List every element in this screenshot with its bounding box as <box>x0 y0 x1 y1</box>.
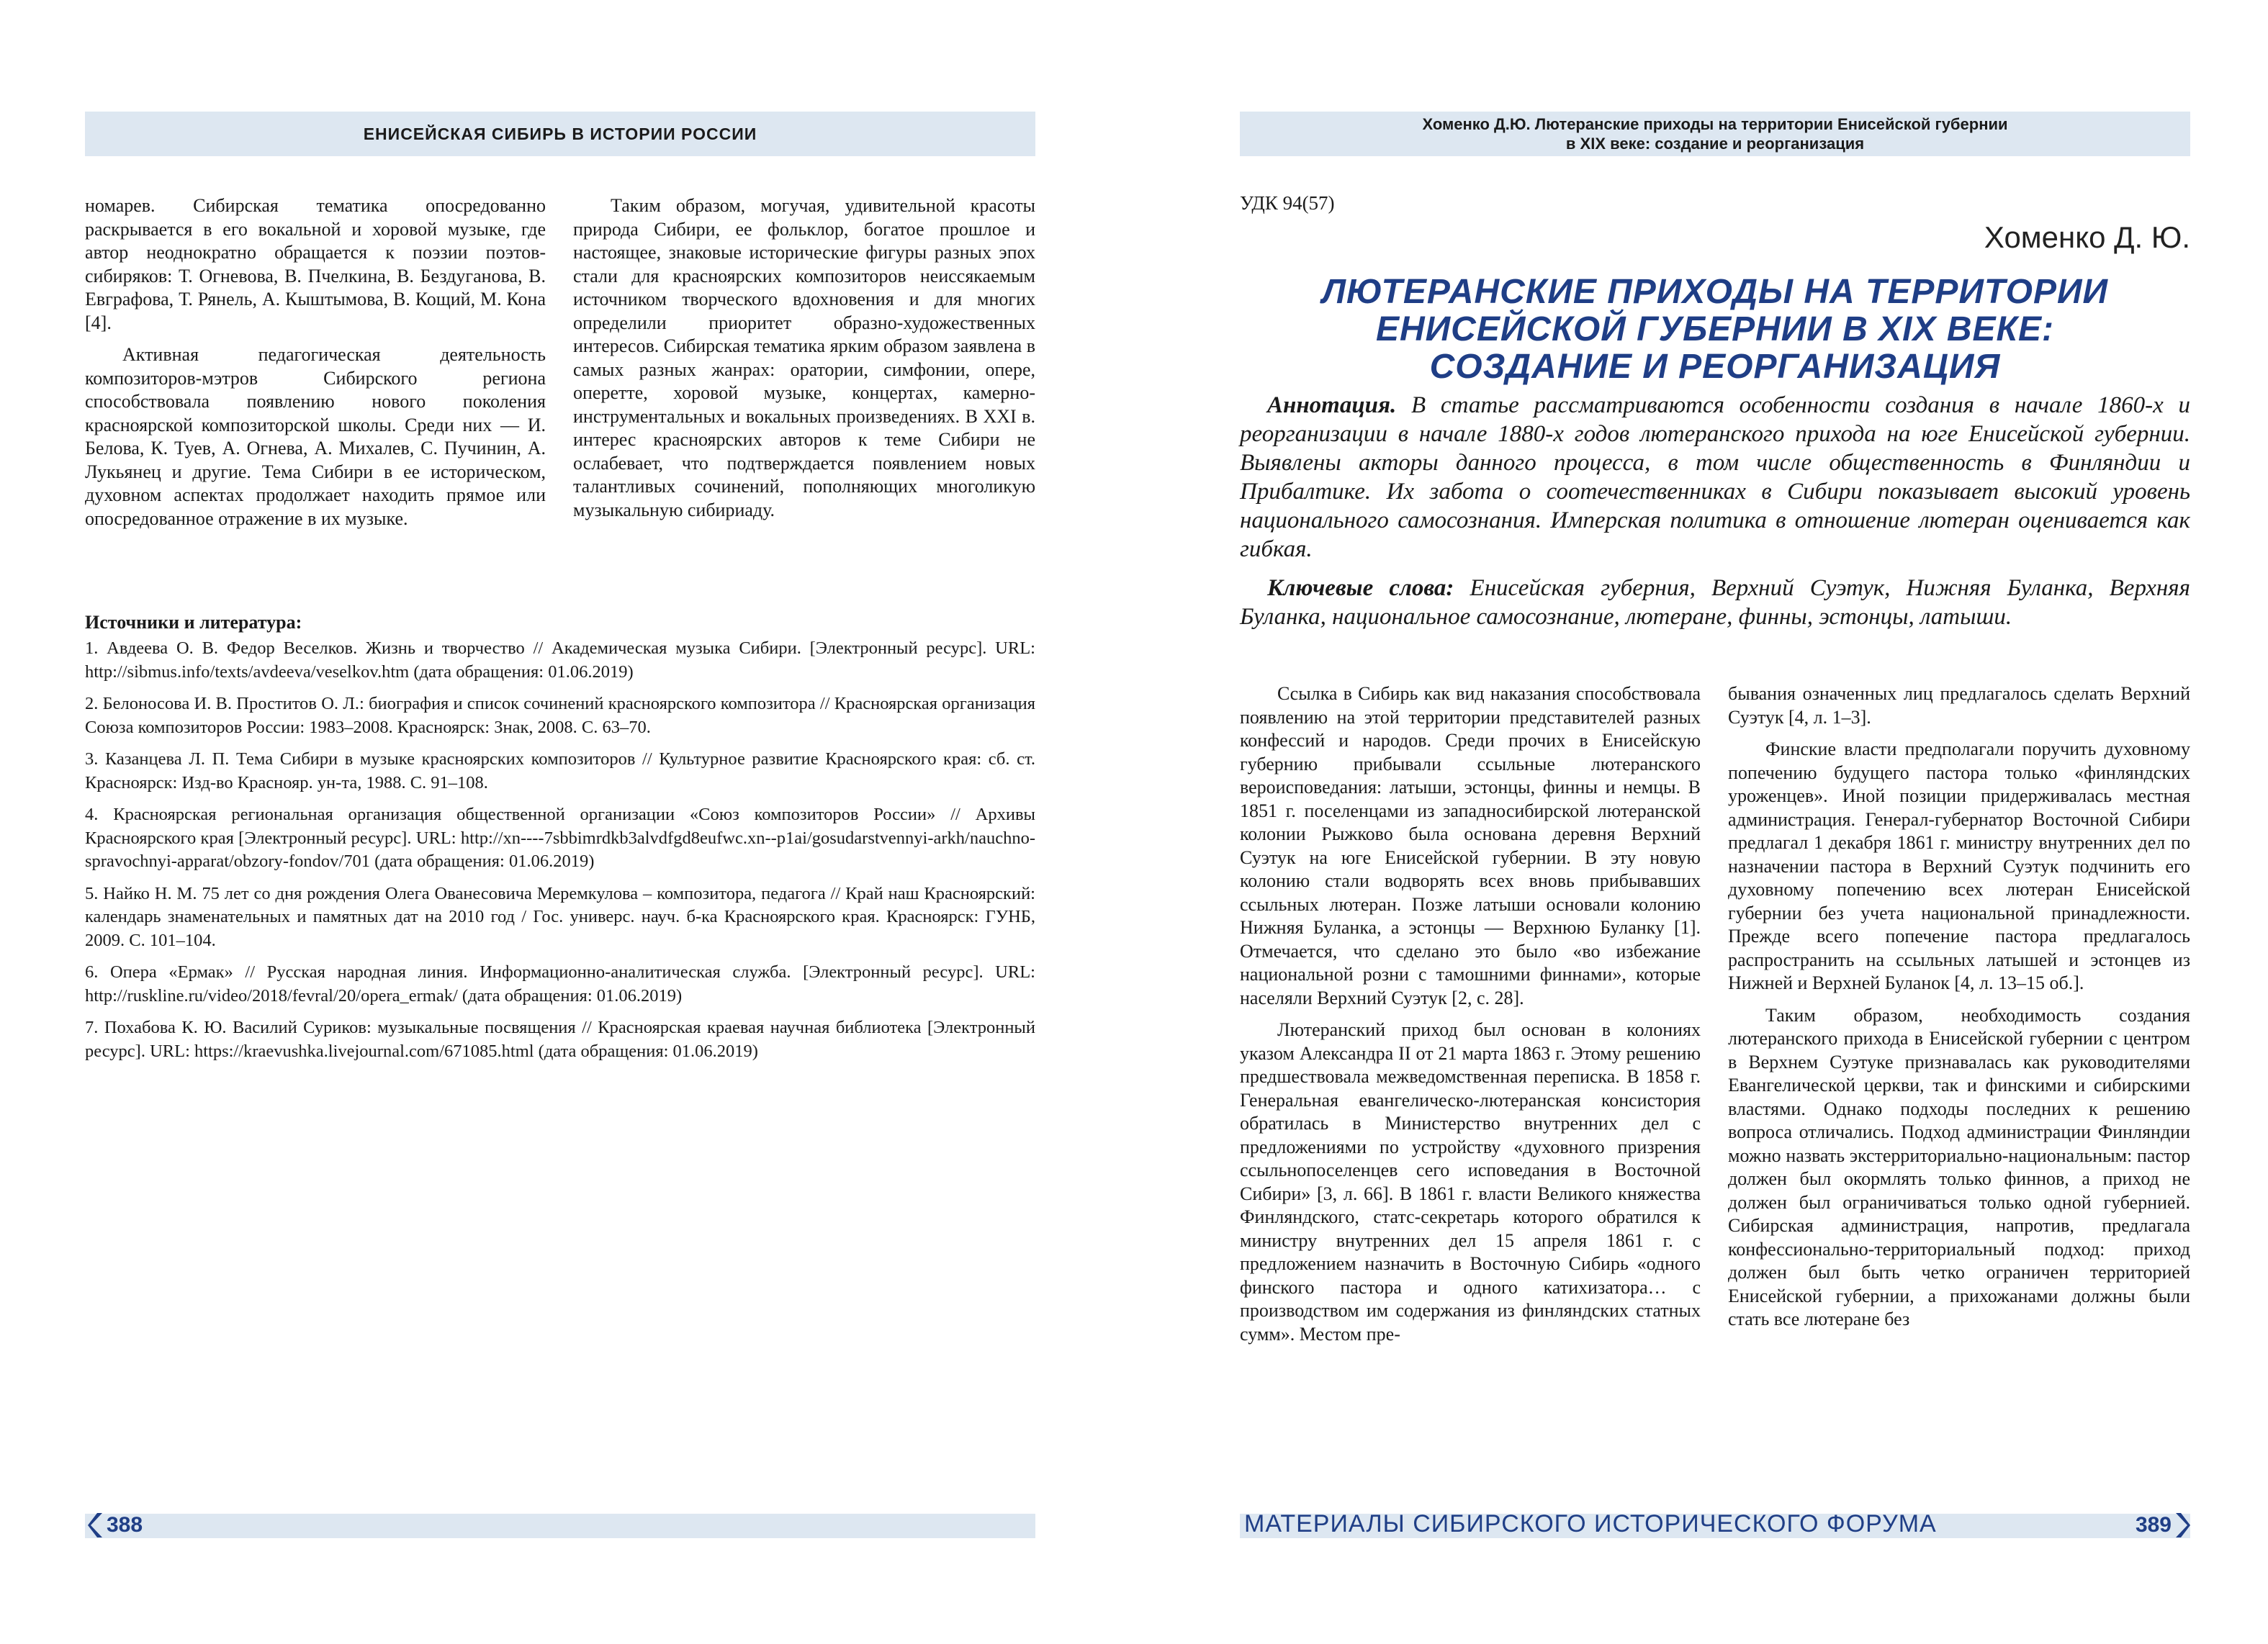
paragraph: номарев. Сибирская тематика опосредованно раскрывается в его вокальной и хоровой музыке, где автор неоднократно обращается к поэзии поэтов-сибиряков: Т. Огневова, В. Пчелкина, В. Бездуганова, В. Евграфова, Т. Рянель, А. Кыштымова, В. Кощий, М. Кона [4]. <box>85 195 546 333</box>
running-header-right-line1: Хоменко Д.Ю. Лютеранские приходы на территории Енисейской губернии <box>1422 115 2008 133</box>
abstract-label: Аннотация. <box>1267 392 1397 418</box>
paragraph: Финские власти предполагали поручить духовному попечению будущего пастора только «финляндских уроженцев». Иной позиции придерживалась местная администрация. Генерал-губернатор Восточной Сибири предлагал 1 декабря 1861 г. министру внутренних дел по назначении пастора в Верхний Суэтук подчинить его духовному попечению всех лютеран Енисейской губернии без учета национальной принадлежности. Прежде всего попечение пастора предлагалось распространить на ссыльных латышей и эстонцев из Нижней и Верхней Буланок [4, л. 13–15 об.]. <box>1728 739 2190 993</box>
references-list <box>85 637 1035 1072</box>
page-number-right-text: 389 <box>2135 1513 2172 1537</box>
udk-code: УДК 94(57) <box>1240 192 1335 214</box>
reference-item: 4. Красноярская региональная организация общественной организации «Союз композиторов России» // Архивы Красноярского края [Электронный ресурс]. URL: http://xn----7sbbimrdkb3alvdfgd8eufwc.xn--p1ai/gosudarstvennyi-arkh/nauchno-spravochnyi-apparat/obzory-fondov/701 (дата обращения: 01.06.2019) <box>85 805 1035 871</box>
abstract-text: В статье рассматриваются особенности создания в начале 1860-х и реорганизации в начале 1880-х годов лютеранского прихода на юге Енисейской губернии. Выявлены акторы данного процесса, в том числе общественность в Финляндии и Прибалтике. Их забота о соотечественниках в Сибири показывает высокий уровень национального самосознания. Имперская политика в отношение лютеран оценивается как гибкая. <box>1240 392 2190 562</box>
right-column-2 <box>1728 682 2190 1332</box>
abstract-block <box>1240 391 2190 631</box>
paragraph: бывания означенных лиц предлагалось сделать Верхний Суэтук [4, л. 1–3]. <box>1728 683 2190 728</box>
reference-item: 1. Авдеева О. В. Федор Веселков. Жизнь и творчество // Академическая музыка Сибири. [Электронный ресурс]. URL: http://sibmus.info/texts/avdeeva/veselkov.htm (дата обращения: 01.06.2019) <box>85 638 1035 682</box>
paragraph: Ссылка в Сибирь как вид наказания способствовала появлению на этой территории представителей разных конфессий и народов. Среди прочих в Енисейскую губернию прибывали ссыльные лютеранского вероисповедания: латыши, эстонцы, финны и немцы. В 1851 г. поселенцами из западносибирской лютеранской колонии Рыжково была основана деревня Верхний Суэтук на юге Енисейской губернии. В эту новую колонию стали водворять всех вновь прибывавших ссыльных лютеран. Позже латыши основали колонию Нижняя Буланка, а эстонцы — Верхнюю Буланку [1]. Отмечается, что сделано это было «во избежание национальной розни с тамошними финнами», которые населяли Верхний Суэтук [2, с. 28]. <box>1240 683 1701 1008</box>
paragraph: Лютеранский приход был основан в колониях указом Александра II от 21 марта 1863 г. Этому решению предшествовала межведомственная переписка. В 1858 г. Генеральная евангелическо-лютеранская консистория обратилась в Министерство внутренних дел с предложениями по устройству «духовного призрения ссыльнопоселенцев сего исповедания в Восточной Сибири» [3, л. 66]. В 1861 г. власти Великого княжества Финляндского, статс-секретарь которого обратился к министру внутренних дел 15 апреля 1861 г. с предложением назначить в Восточную Сибирь «одного финского пастора и одного катихизатора… с производством им содержания из финляндских статных сумм». Местом пре- <box>1240 1019 1701 1345</box>
running-header-right-line2: в XIX веке: создание и реорганизация <box>1565 135 1865 153</box>
article-title-line: ЕНИСЕЙСКОЙ ГУБЕРНИИ В XIX ВЕКЕ: <box>1375 310 2055 348</box>
reference-item: 6. Опера «Ермак» // Русская народная линия. Информационно-аналитическая служба. [Электронный ресурс]. URL: http://ruskline.ru/video/2018/fevral/20/opera_ermak/ (дата обращения: 01.06.2019) <box>85 962 1035 1006</box>
page-number-left-text: 388 <box>107 1513 143 1537</box>
left-column-2 <box>573 194 1035 522</box>
running-header-right <box>1240 112 2190 156</box>
paragraph: Активная педагогическая деятельность композиторов-мэтров Сибирского региона способствовала появлению нового поколения красноярской композиторской школы. Среди них — И. Белова, К. Туев, А. Огнева, А. Михалев, С. Пучинин, А. Лукьянец и другие. Тема Сибири в ее историческом, духовном аспектах продолжает находить прямое или опосредованное отражение в их музыке. <box>85 344 546 529</box>
journal-title: МАТЕРИАЛЫ СИБИРСКОГО ИСТОРИЧЕСКОГО ФОРУМА <box>1244 1510 1937 1537</box>
abstract <box>1240 391 2190 564</box>
reference-item: 7. Похабова К. Ю. Василий Суриков: музыкальные посвящения // Красноярская краевая научная библиотека [Электронный ресурс]. URL: https://kraevushka.livejournal.com/671085.html (дата обращения: 01.06.2019) <box>85 1018 1035 1061</box>
paragraph: Таким образом, могучая, удивительной красоты природа Сибири, ее фольклор, богатое прошлое и настоящее, знаковые исторические фигуры разных эпох стали для красноярских композиторов неиссякаемым источником творческого вдохновения и для многих определили приоритет образно-художественных интересов. Сибирская тематика ярким образом заявлена в самых разных жанрах: оратории, симфонии, опере, оперетте, хоровой музыке, концертах, камерно-инструментальных и вокальных произведениях. В XXI в. интерес красноярских авторов к теме Сибири не ослабевает, что подтверждается появлением новых талантливых сочинений, пополняющих многоликую музыкальную сибириаду. <box>573 195 1035 520</box>
chevron-right-icon <box>2174 1512 2190 1539</box>
page-number-left <box>88 1512 143 1539</box>
article-title <box>1240 274 2190 386</box>
article-title-line: СОЗДАНИЕ И РЕОРГАНИЗАЦИЯ <box>1429 348 2001 386</box>
article-title-line: ЛЮТЕРАНСКИЕ ПРИХОДЫ НА ТЕРРИТОРИИ <box>1321 273 2109 311</box>
keywords <box>1240 574 2190 631</box>
article-author: Хоменко Д. Ю. <box>1984 220 2190 254</box>
left-column-1 <box>85 194 546 530</box>
running-header-left <box>85 112 1035 156</box>
reference-item: 2. Белоносова И. В. Проститов О. Л.: биография и список сочинений красноярского композитора // Красноярская организация Союза композиторов России: 1983–2008. Красноярск: Знак, 2008. С. 63–70. <box>85 694 1035 737</box>
chevron-left-icon <box>88 1512 104 1539</box>
keywords-label: Ключевые слова: <box>1267 575 1454 601</box>
page-number-right <box>2136 1512 2190 1539</box>
reference-item: 5. Найко Н. М. 75 лет со дня рождения Олега Ованесовича Меремкулова – композитора, педагога // Край наш Красноярский: календарь знаменательных и памятных дат на 2010 год / Гос. универс. науч. б-ка Красноярского края. Красноярск: ГУНБ, 2009. С. 101–104. <box>85 883 1035 950</box>
paragraph: Таким образом, необходимость создания лютеранского прихода в Енисейской губернии с центром в Верхнем Суэтуке признавалась как руководителями Евангелической церкви, так и финскими и сибирскими властями. Однако подходы последних к решению вопроса отличались. Подход администрации Финляндии можно назвать экстерриториально-национальным: пастор должен был окормлять только финнов, а приход не должен был ограничиваться только одной губернией. Сибирская администрация, напротив, предлагала конфессионально-территориальный подход: приход должен был быть четко ограничен территорией Енисейской губернии, а прихожанами должны были стать все лютеране без <box>1728 1004 2190 1329</box>
keywords-text: Енисейская губерния, Верхний Суэтук, Нижняя Буланка, Верхняя Буланка, национальное самосознание, лютеране, финны, эстонцы, латыши. <box>1240 575 2190 630</box>
right-column-1 <box>1240 682 1701 1346</box>
references-title: Источники и литература: <box>85 612 302 633</box>
running-header-left-text: ЕНИСЕЙСКАЯ СИБИРЬ В ИСТОРИИ РОССИИ <box>363 124 757 143</box>
footer-band-left <box>85 1514 1035 1538</box>
reference-item: 3. Казанцева Л. П. Тема Сибири в музыке красноярских композиторов // Культурное развитие Красноярского края: сб. ст. Красноярск: Изд-во Краснояр. ун-та, 1988. С. 91–108. <box>85 749 1035 792</box>
